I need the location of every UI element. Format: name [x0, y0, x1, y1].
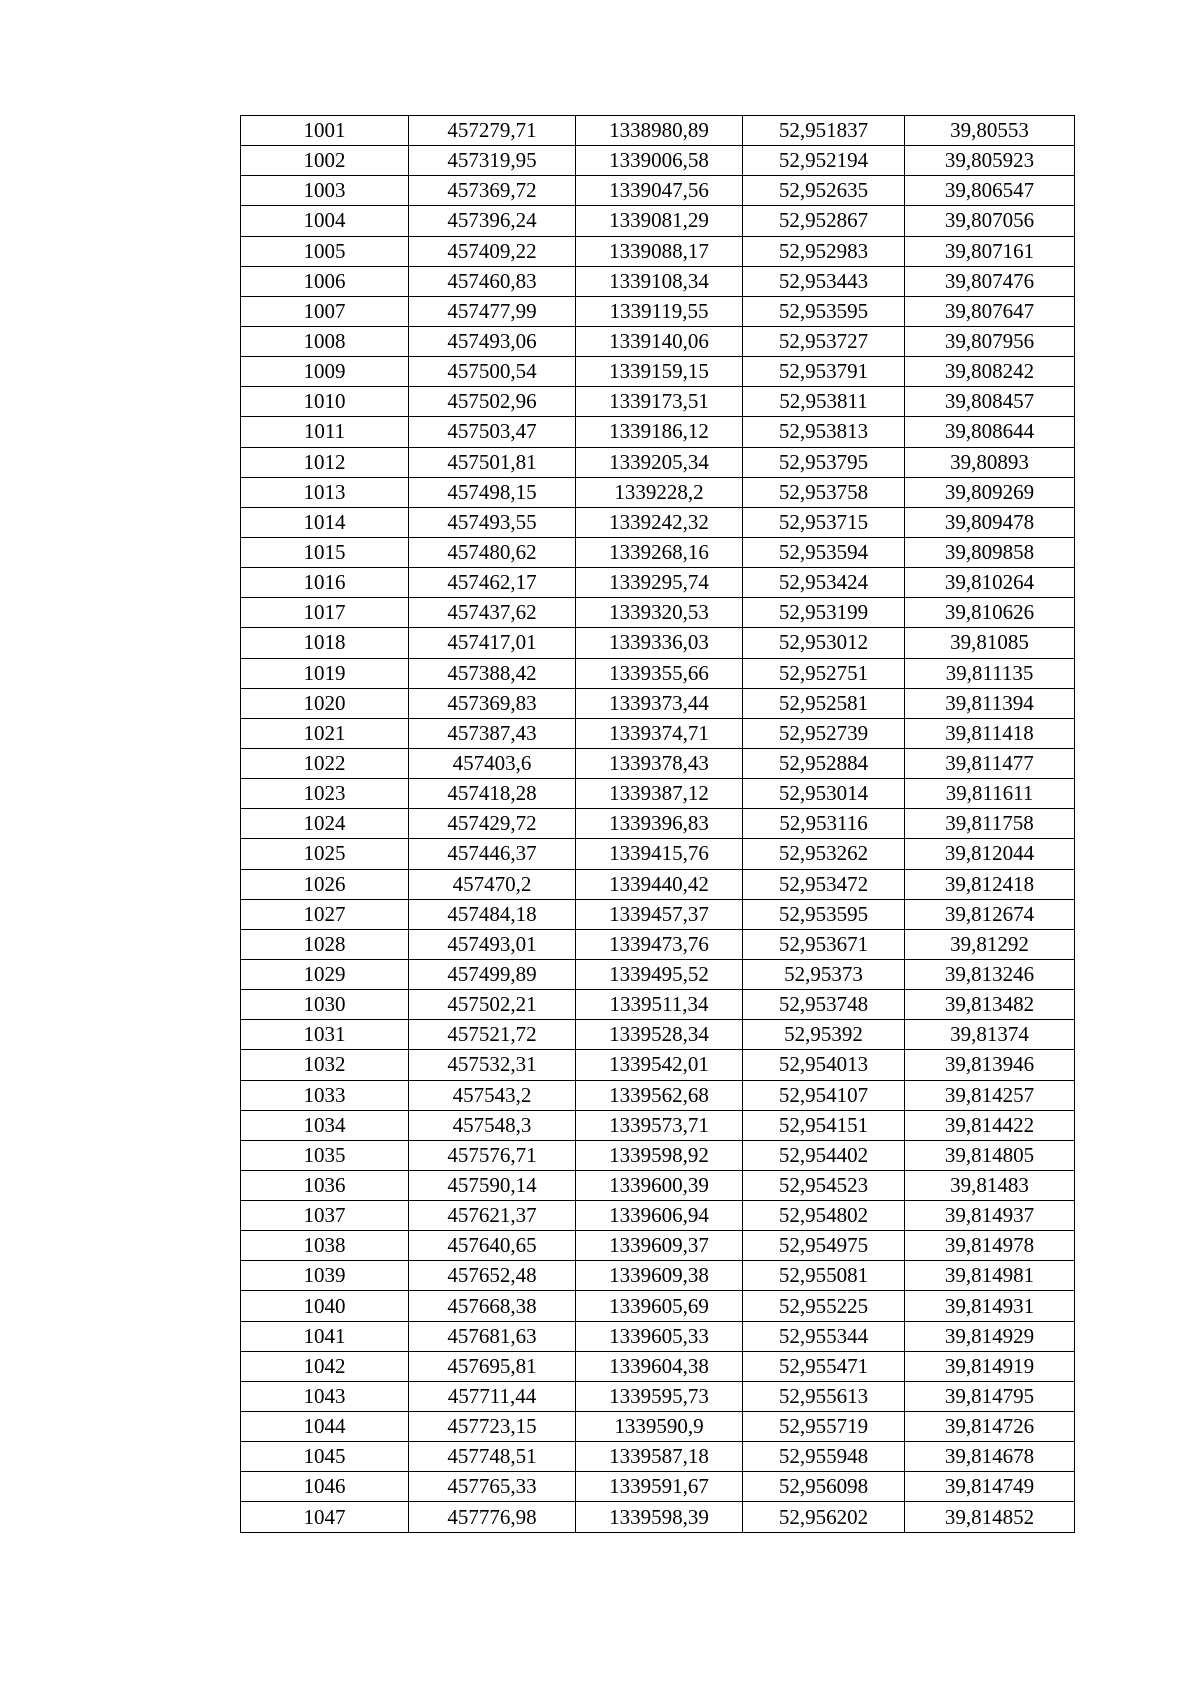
x-coordinate-cell: 457437,62 [409, 598, 576, 628]
latitude-cell: 52,953012 [743, 628, 905, 658]
table-row [241, 357, 1075, 387]
y-coordinate-cell: 1339108,34 [576, 266, 743, 296]
point-number-cell: 1029 [241, 959, 409, 989]
y-coordinate-cell: 1339173,51 [576, 387, 743, 417]
y-coordinate-cell: 1339006,58 [576, 146, 743, 176]
y-coordinate-cell: 1339081,29 [576, 206, 743, 236]
y-coordinate-cell: 1339205,34 [576, 447, 743, 477]
table-row [241, 266, 1075, 296]
table-row [241, 1110, 1075, 1140]
y-coordinate-cell: 1339119,55 [576, 296, 743, 326]
point-number-cell: 1012 [241, 447, 409, 477]
y-coordinate-cell: 1339242,32 [576, 507, 743, 537]
x-coordinate-cell: 457493,06 [409, 326, 576, 356]
point-number-cell: 1044 [241, 1412, 409, 1442]
y-coordinate-cell: 1339604,38 [576, 1351, 743, 1381]
table-row [241, 417, 1075, 447]
point-number-cell: 1037 [241, 1201, 409, 1231]
table-row [241, 1442, 1075, 1472]
latitude-cell: 52,953594 [743, 537, 905, 567]
point-number-cell: 1015 [241, 537, 409, 567]
latitude-cell: 52,953443 [743, 266, 905, 296]
longitude-cell: 39,808457 [905, 387, 1075, 417]
table-row [241, 537, 1075, 567]
y-coordinate-cell: 1339495,52 [576, 959, 743, 989]
table-row [241, 1321, 1075, 1351]
table-row [241, 839, 1075, 869]
point-number-cell: 1026 [241, 869, 409, 899]
table-row [241, 598, 1075, 628]
table-row [241, 236, 1075, 266]
longitude-cell: 39,81085 [905, 628, 1075, 658]
table-row [241, 477, 1075, 507]
table-row [241, 1050, 1075, 1080]
table-row [241, 899, 1075, 929]
table-row [241, 990, 1075, 1020]
x-coordinate-cell: 457369,83 [409, 688, 576, 718]
table-row [241, 809, 1075, 839]
coordinates-table-body [241, 116, 1075, 1533]
table-row [241, 1231, 1075, 1261]
x-coordinate-cell: 457477,99 [409, 296, 576, 326]
x-coordinate-cell: 457695,81 [409, 1351, 576, 1381]
point-number-cell: 1033 [241, 1080, 409, 1110]
point-number-cell: 1010 [241, 387, 409, 417]
x-coordinate-cell: 457668,38 [409, 1291, 576, 1321]
x-coordinate-cell: 457502,21 [409, 990, 576, 1020]
point-number-cell: 1030 [241, 990, 409, 1020]
x-coordinate-cell: 457499,89 [409, 959, 576, 989]
longitude-cell: 39,80553 [905, 116, 1075, 146]
y-coordinate-cell: 1339457,37 [576, 899, 743, 929]
x-coordinate-cell: 457409,22 [409, 236, 576, 266]
table-row [241, 1351, 1075, 1381]
latitude-cell: 52,953671 [743, 929, 905, 959]
y-coordinate-cell: 1339378,43 [576, 748, 743, 778]
longitude-cell: 39,811394 [905, 688, 1075, 718]
x-coordinate-cell: 457652,48 [409, 1261, 576, 1291]
latitude-cell: 52,95373 [743, 959, 905, 989]
y-coordinate-cell: 1339598,92 [576, 1140, 743, 1170]
point-number-cell: 1032 [241, 1050, 409, 1080]
longitude-cell: 39,809269 [905, 477, 1075, 507]
point-number-cell: 1002 [241, 146, 409, 176]
table-row [241, 628, 1075, 658]
table-row [241, 779, 1075, 809]
latitude-cell: 52,952635 [743, 176, 905, 206]
table-row [241, 296, 1075, 326]
y-coordinate-cell: 1339598,39 [576, 1502, 743, 1532]
latitude-cell: 52,954802 [743, 1201, 905, 1231]
latitude-cell: 52,953715 [743, 507, 905, 537]
longitude-cell: 39,811477 [905, 748, 1075, 778]
y-coordinate-cell: 1339268,16 [576, 537, 743, 567]
longitude-cell: 39,814919 [905, 1351, 1075, 1381]
latitude-cell: 52,953595 [743, 899, 905, 929]
latitude-cell: 52,953813 [743, 417, 905, 447]
point-number-cell: 1006 [241, 266, 409, 296]
latitude-cell: 52,954107 [743, 1080, 905, 1110]
x-coordinate-cell: 457521,72 [409, 1020, 576, 1050]
point-number-cell: 1001 [241, 116, 409, 146]
latitude-cell: 52,956202 [743, 1502, 905, 1532]
latitude-cell: 52,955471 [743, 1351, 905, 1381]
x-coordinate-cell: 457548,3 [409, 1110, 576, 1140]
y-coordinate-cell: 1339047,56 [576, 176, 743, 206]
table-row [241, 1170, 1075, 1200]
table-row [241, 718, 1075, 748]
point-number-cell: 1035 [241, 1140, 409, 1170]
y-coordinate-cell: 1339295,74 [576, 568, 743, 598]
y-coordinate-cell: 1339573,71 [576, 1110, 743, 1140]
point-number-cell: 1008 [241, 326, 409, 356]
latitude-cell: 52,956098 [743, 1472, 905, 1502]
point-number-cell: 1039 [241, 1261, 409, 1291]
latitude-cell: 52,953795 [743, 447, 905, 477]
latitude-cell: 52,955344 [743, 1321, 905, 1351]
latitude-cell: 52,952194 [743, 146, 905, 176]
point-number-cell: 1017 [241, 598, 409, 628]
longitude-cell: 39,805923 [905, 146, 1075, 176]
y-coordinate-cell: 1339542,01 [576, 1050, 743, 1080]
point-number-cell: 1028 [241, 929, 409, 959]
table-row [241, 1140, 1075, 1170]
longitude-cell: 39,806547 [905, 176, 1075, 206]
latitude-cell: 52,953472 [743, 869, 905, 899]
y-coordinate-cell: 1339590,9 [576, 1412, 743, 1442]
x-coordinate-cell: 457711,44 [409, 1381, 576, 1411]
x-coordinate-cell: 457723,15 [409, 1412, 576, 1442]
x-coordinate-cell: 457279,71 [409, 116, 576, 146]
table-row [241, 387, 1075, 417]
table-row [241, 1261, 1075, 1291]
x-coordinate-cell: 457417,01 [409, 628, 576, 658]
point-number-cell: 1009 [241, 357, 409, 387]
longitude-cell: 39,809858 [905, 537, 1075, 567]
longitude-cell: 39,814978 [905, 1231, 1075, 1261]
x-coordinate-cell: 457460,83 [409, 266, 576, 296]
point-number-cell: 1023 [241, 779, 409, 809]
y-coordinate-cell: 1339473,76 [576, 929, 743, 959]
latitude-cell: 52,952884 [743, 748, 905, 778]
x-coordinate-cell: 457493,55 [409, 507, 576, 537]
x-coordinate-cell: 457387,43 [409, 718, 576, 748]
y-coordinate-cell: 1339587,18 [576, 1442, 743, 1472]
y-coordinate-cell: 1338980,89 [576, 116, 743, 146]
longitude-cell: 39,81483 [905, 1170, 1075, 1200]
latitude-cell: 52,952739 [743, 718, 905, 748]
point-number-cell: 1042 [241, 1351, 409, 1381]
point-number-cell: 1047 [241, 1502, 409, 1532]
longitude-cell: 39,81292 [905, 929, 1075, 959]
table-row [241, 1381, 1075, 1411]
coordinates-table [240, 115, 1075, 1533]
x-coordinate-cell: 457319,95 [409, 146, 576, 176]
latitude-cell: 52,955225 [743, 1291, 905, 1321]
table-row [241, 176, 1075, 206]
y-coordinate-cell: 1339605,33 [576, 1321, 743, 1351]
x-coordinate-cell: 457369,72 [409, 176, 576, 206]
longitude-cell: 39,814981 [905, 1261, 1075, 1291]
x-coordinate-cell: 457543,2 [409, 1080, 576, 1110]
table-row [241, 1412, 1075, 1442]
longitude-cell: 39,812674 [905, 899, 1075, 929]
point-number-cell: 1013 [241, 477, 409, 507]
x-coordinate-cell: 457576,71 [409, 1140, 576, 1170]
longitude-cell: 39,814795 [905, 1381, 1075, 1411]
x-coordinate-cell: 457429,72 [409, 809, 576, 839]
x-coordinate-cell: 457396,24 [409, 206, 576, 236]
y-coordinate-cell: 1339609,38 [576, 1261, 743, 1291]
longitude-cell: 39,808644 [905, 417, 1075, 447]
longitude-cell: 39,811418 [905, 718, 1075, 748]
latitude-cell: 52,955081 [743, 1261, 905, 1291]
table-row [241, 929, 1075, 959]
point-number-cell: 1020 [241, 688, 409, 718]
y-coordinate-cell: 1339606,94 [576, 1201, 743, 1231]
latitude-cell: 52,953424 [743, 568, 905, 598]
latitude-cell: 52,953262 [743, 839, 905, 869]
table-row [241, 869, 1075, 899]
latitude-cell: 52,953811 [743, 387, 905, 417]
x-coordinate-cell: 457470,2 [409, 869, 576, 899]
latitude-cell: 52,955719 [743, 1412, 905, 1442]
point-number-cell: 1018 [241, 628, 409, 658]
longitude-cell: 39,814726 [905, 1412, 1075, 1442]
point-number-cell: 1005 [241, 236, 409, 266]
x-coordinate-cell: 457681,63 [409, 1321, 576, 1351]
table-row [241, 1080, 1075, 1110]
table-row [241, 507, 1075, 537]
x-coordinate-cell: 457403,6 [409, 748, 576, 778]
y-coordinate-cell: 1339186,12 [576, 417, 743, 447]
latitude-cell: 52,954151 [743, 1110, 905, 1140]
y-coordinate-cell: 1339511,34 [576, 990, 743, 1020]
x-coordinate-cell: 457765,33 [409, 1472, 576, 1502]
point-number-cell: 1025 [241, 839, 409, 869]
longitude-cell: 39,807161 [905, 236, 1075, 266]
table-row [241, 1502, 1075, 1532]
longitude-cell: 39,812044 [905, 839, 1075, 869]
y-coordinate-cell: 1339140,06 [576, 326, 743, 356]
point-number-cell: 1003 [241, 176, 409, 206]
x-coordinate-cell: 457532,31 [409, 1050, 576, 1080]
table-row [241, 116, 1075, 146]
latitude-cell: 52,953748 [743, 990, 905, 1020]
latitude-cell: 52,954523 [743, 1170, 905, 1200]
latitude-cell: 52,953014 [743, 779, 905, 809]
x-coordinate-cell: 457498,15 [409, 477, 576, 507]
table-row [241, 748, 1075, 778]
longitude-cell: 39,813246 [905, 959, 1075, 989]
longitude-cell: 39,814937 [905, 1201, 1075, 1231]
latitude-cell: 52,95392 [743, 1020, 905, 1050]
y-coordinate-cell: 1339591,67 [576, 1472, 743, 1502]
longitude-cell: 39,814678 [905, 1442, 1075, 1472]
y-coordinate-cell: 1339355,66 [576, 658, 743, 688]
latitude-cell: 52,954402 [743, 1140, 905, 1170]
latitude-cell: 52,953727 [743, 326, 905, 356]
y-coordinate-cell: 1339396,83 [576, 809, 743, 839]
latitude-cell: 52,954013 [743, 1050, 905, 1080]
point-number-cell: 1036 [241, 1170, 409, 1200]
table-row [241, 688, 1075, 718]
longitude-cell: 39,809478 [905, 507, 1075, 537]
latitude-cell: 52,952983 [743, 236, 905, 266]
y-coordinate-cell: 1339374,71 [576, 718, 743, 748]
longitude-cell: 39,80893 [905, 447, 1075, 477]
longitude-cell: 39,814422 [905, 1110, 1075, 1140]
latitude-cell: 52,955613 [743, 1381, 905, 1411]
latitude-cell: 52,953758 [743, 477, 905, 507]
x-coordinate-cell: 457493,01 [409, 929, 576, 959]
x-coordinate-cell: 457484,18 [409, 899, 576, 929]
point-number-cell: 1027 [241, 899, 409, 929]
point-number-cell: 1019 [241, 658, 409, 688]
point-number-cell: 1040 [241, 1291, 409, 1321]
y-coordinate-cell: 1339336,03 [576, 628, 743, 658]
longitude-cell: 39,814852 [905, 1502, 1075, 1532]
table-row [241, 206, 1075, 236]
x-coordinate-cell: 457640,65 [409, 1231, 576, 1261]
point-number-cell: 1016 [241, 568, 409, 598]
x-coordinate-cell: 457621,37 [409, 1201, 576, 1231]
longitude-cell: 39,807956 [905, 326, 1075, 356]
latitude-cell: 52,951837 [743, 116, 905, 146]
point-number-cell: 1024 [241, 809, 409, 839]
x-coordinate-cell: 457462,17 [409, 568, 576, 598]
latitude-cell: 52,953116 [743, 809, 905, 839]
y-coordinate-cell: 1339387,12 [576, 779, 743, 809]
x-coordinate-cell: 457501,81 [409, 447, 576, 477]
point-number-cell: 1038 [241, 1231, 409, 1261]
latitude-cell: 52,953595 [743, 296, 905, 326]
table-row [241, 447, 1075, 477]
table-row [241, 568, 1075, 598]
longitude-cell: 39,812418 [905, 869, 1075, 899]
x-coordinate-cell: 457503,47 [409, 417, 576, 447]
y-coordinate-cell: 1339440,42 [576, 869, 743, 899]
point-number-cell: 1022 [241, 748, 409, 778]
point-number-cell: 1011 [241, 417, 409, 447]
x-coordinate-cell: 457502,96 [409, 387, 576, 417]
point-number-cell: 1043 [241, 1381, 409, 1411]
latitude-cell: 52,952751 [743, 658, 905, 688]
y-coordinate-cell: 1339088,17 [576, 236, 743, 266]
table-row [241, 1201, 1075, 1231]
table-row [241, 1291, 1075, 1321]
point-number-cell: 1041 [241, 1321, 409, 1351]
point-number-cell: 1021 [241, 718, 409, 748]
table-row [241, 326, 1075, 356]
y-coordinate-cell: 1339609,37 [576, 1231, 743, 1261]
y-coordinate-cell: 1339415,76 [576, 839, 743, 869]
point-number-cell: 1034 [241, 1110, 409, 1140]
longitude-cell: 39,814931 [905, 1291, 1075, 1321]
x-coordinate-cell: 457446,37 [409, 839, 576, 869]
y-coordinate-cell: 1339320,53 [576, 598, 743, 628]
y-coordinate-cell: 1339562,68 [576, 1080, 743, 1110]
y-coordinate-cell: 1339595,73 [576, 1381, 743, 1411]
y-coordinate-cell: 1339528,34 [576, 1020, 743, 1050]
longitude-cell: 39,814749 [905, 1472, 1075, 1502]
point-number-cell: 1046 [241, 1472, 409, 1502]
table-row [241, 1020, 1075, 1050]
x-coordinate-cell: 457388,42 [409, 658, 576, 688]
longitude-cell: 39,814257 [905, 1080, 1075, 1110]
table-row [241, 146, 1075, 176]
latitude-cell: 52,953199 [743, 598, 905, 628]
longitude-cell: 39,811135 [905, 658, 1075, 688]
longitude-cell: 39,807476 [905, 266, 1075, 296]
point-number-cell: 1014 [241, 507, 409, 537]
longitude-cell: 39,811611 [905, 779, 1075, 809]
x-coordinate-cell: 457480,62 [409, 537, 576, 567]
longitude-cell: 39,813482 [905, 990, 1075, 1020]
longitude-cell: 39,81374 [905, 1020, 1075, 1050]
x-coordinate-cell: 457500,54 [409, 357, 576, 387]
table-row [241, 658, 1075, 688]
x-coordinate-cell: 457776,98 [409, 1502, 576, 1532]
longitude-cell: 39,811758 [905, 809, 1075, 839]
point-number-cell: 1045 [241, 1442, 409, 1472]
y-coordinate-cell: 1339159,15 [576, 357, 743, 387]
longitude-cell: 39,807056 [905, 206, 1075, 236]
longitude-cell: 39,813946 [905, 1050, 1075, 1080]
latitude-cell: 52,954975 [743, 1231, 905, 1261]
x-coordinate-cell: 457590,14 [409, 1170, 576, 1200]
point-number-cell: 1007 [241, 296, 409, 326]
longitude-cell: 39,814805 [905, 1140, 1075, 1170]
latitude-cell: 52,953791 [743, 357, 905, 387]
latitude-cell: 52,955948 [743, 1442, 905, 1472]
longitude-cell: 39,814929 [905, 1321, 1075, 1351]
point-number-cell: 1004 [241, 206, 409, 236]
table-row [241, 1472, 1075, 1502]
y-coordinate-cell: 1339605,69 [576, 1291, 743, 1321]
longitude-cell: 39,808242 [905, 357, 1075, 387]
longitude-cell: 39,807647 [905, 296, 1075, 326]
point-number-cell: 1031 [241, 1020, 409, 1050]
longitude-cell: 39,810264 [905, 568, 1075, 598]
latitude-cell: 52,952867 [743, 206, 905, 236]
latitude-cell: 52,952581 [743, 688, 905, 718]
y-coordinate-cell: 1339600,39 [576, 1170, 743, 1200]
x-coordinate-cell: 457418,28 [409, 779, 576, 809]
y-coordinate-cell: 1339373,44 [576, 688, 743, 718]
y-coordinate-cell: 1339228,2 [576, 477, 743, 507]
table-row [241, 959, 1075, 989]
x-coordinate-cell: 457748,51 [409, 1442, 576, 1472]
longitude-cell: 39,810626 [905, 598, 1075, 628]
